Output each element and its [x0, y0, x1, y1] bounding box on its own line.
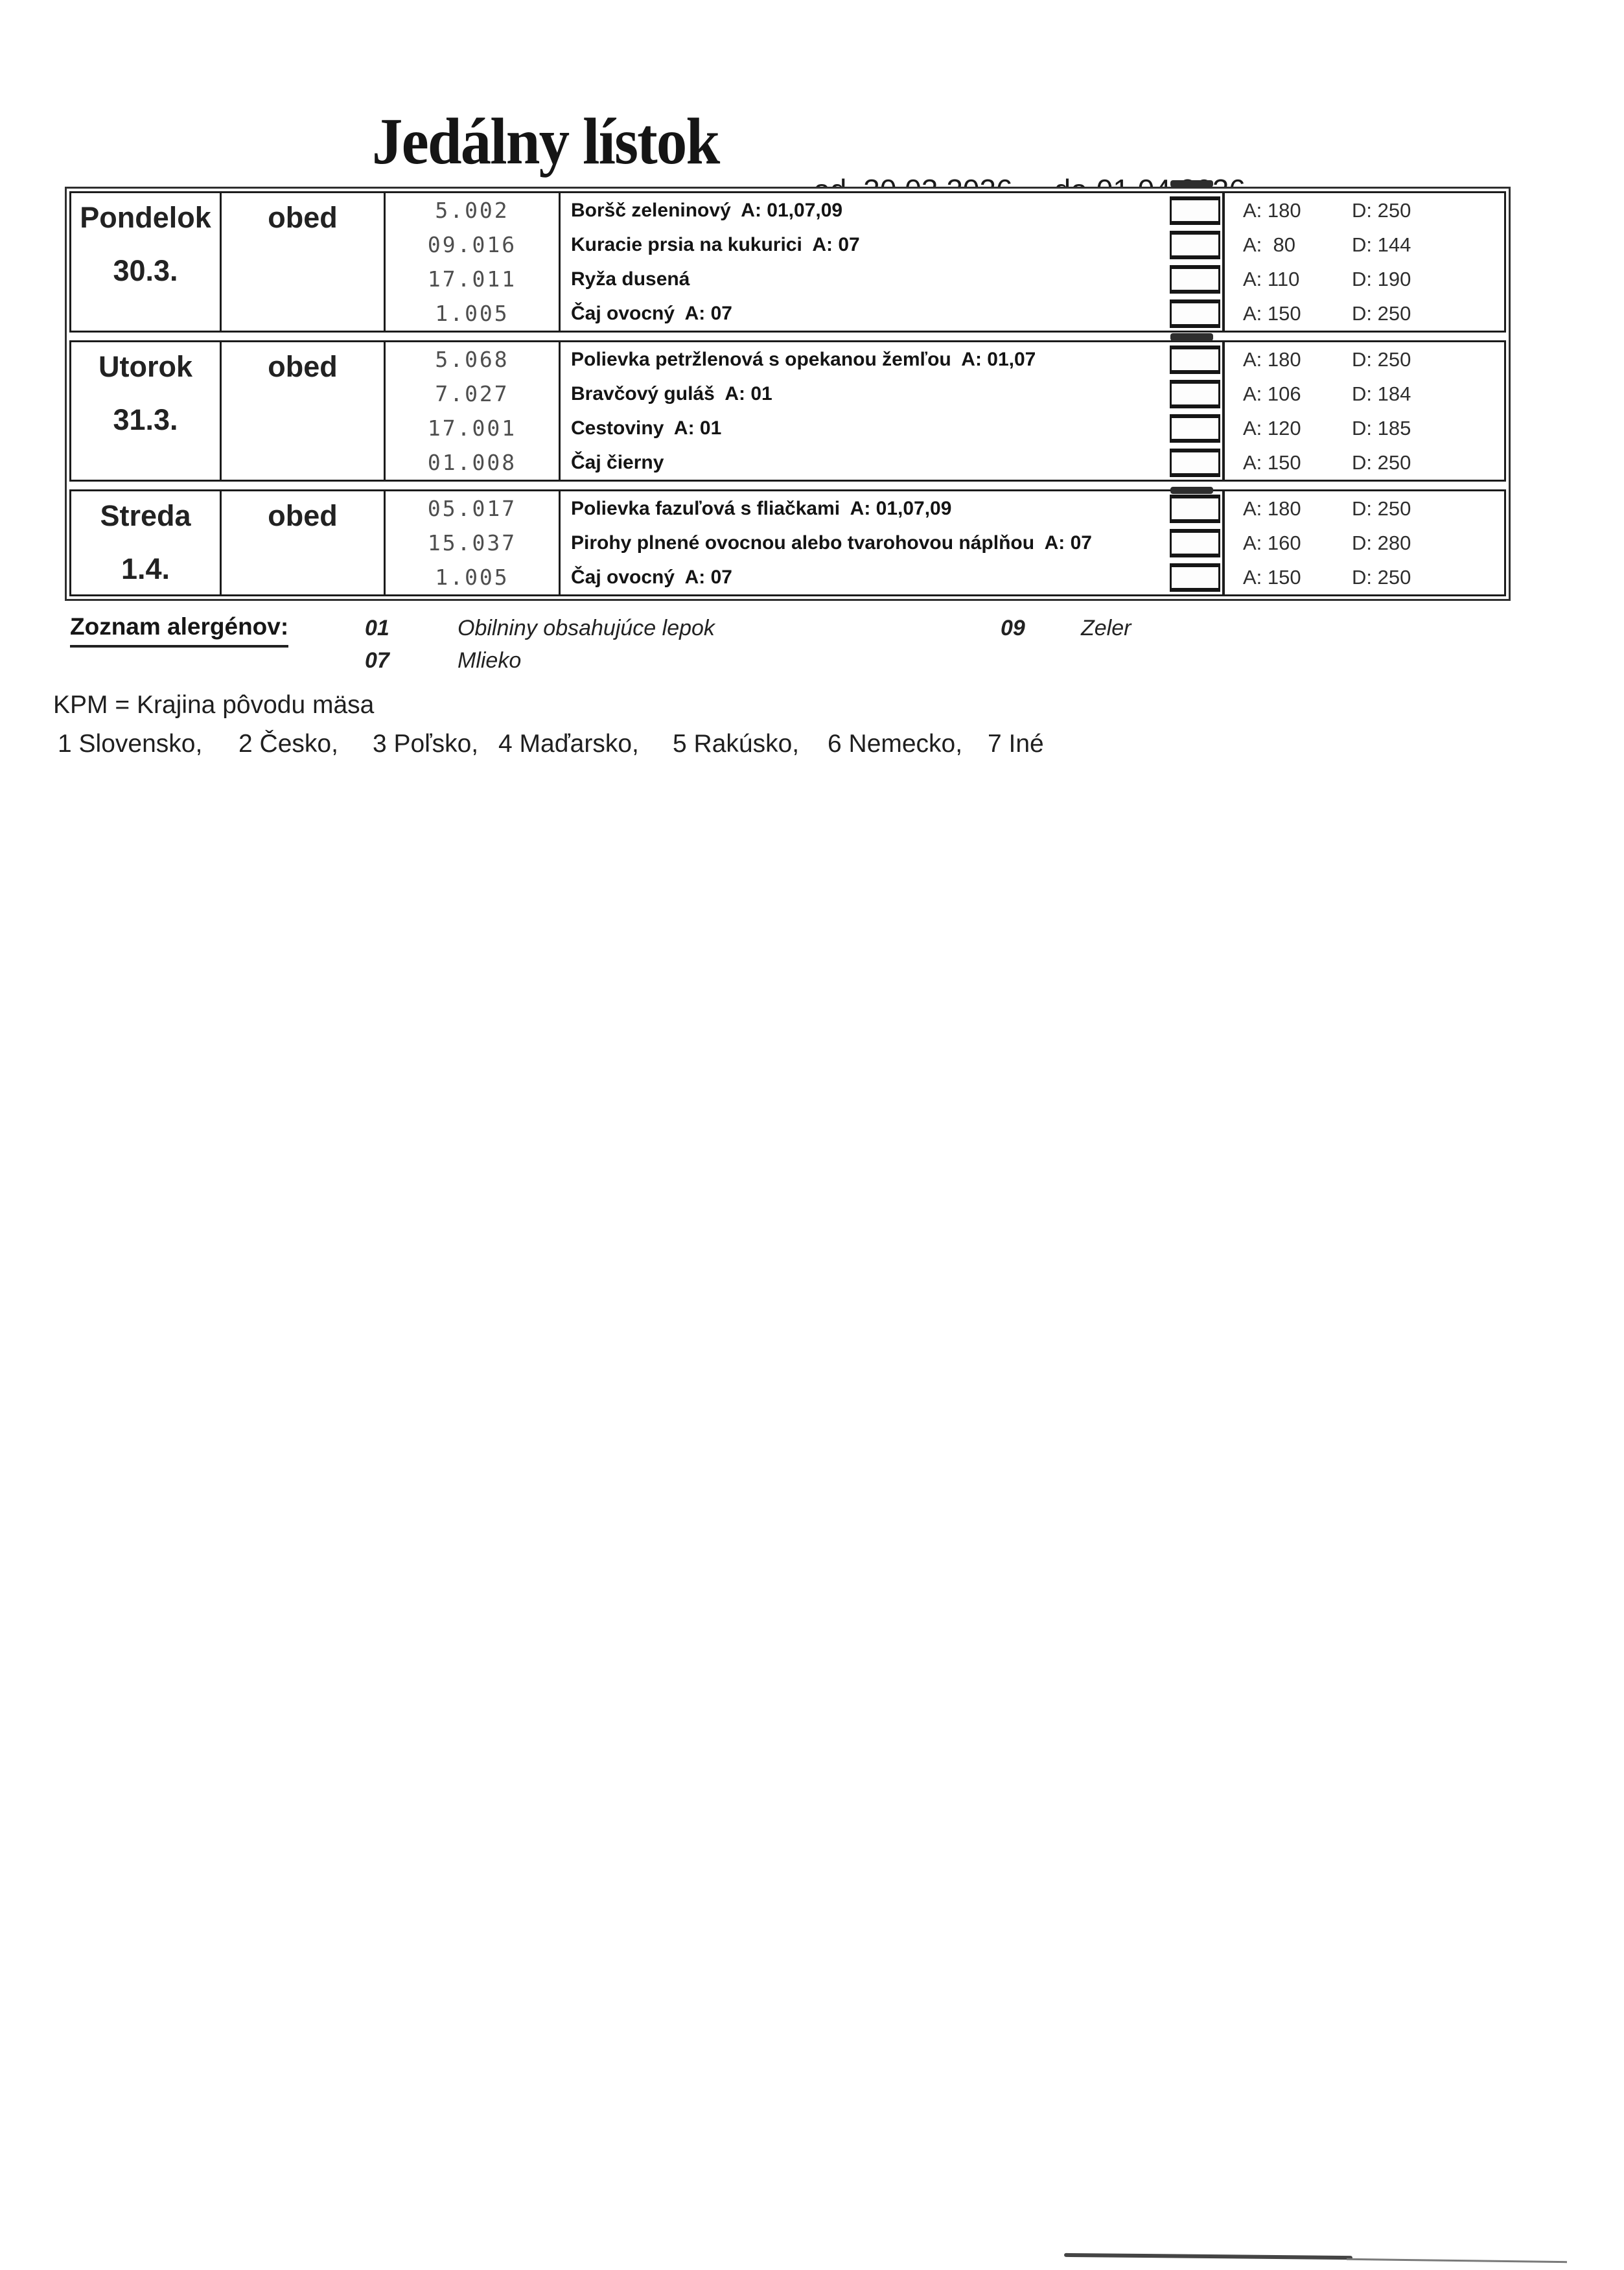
country-item: 7 Iné: [988, 730, 1044, 758]
country-item: 3 Poľsko,: [373, 730, 479, 758]
day-date: 1.4.: [121, 552, 170, 585]
codes-column: [386, 342, 561, 480]
dish-code: 1.005: [435, 565, 509, 590]
dish-code: 1.005: [435, 301, 509, 326]
dishes-column: [561, 342, 1168, 480]
day-name: Pondelok: [80, 201, 211, 234]
country-item: 2 Česko,: [238, 730, 338, 758]
portion-adult: A: 150: [1243, 450, 1301, 474]
scan-smudge: [1170, 487, 1213, 494]
portion-checkbox: [1170, 231, 1220, 259]
dish-name: Bravčový guláš A: 01: [571, 382, 772, 404]
dish-code: 09.016: [427, 232, 517, 257]
portion-checkbox: [1170, 345, 1220, 374]
portion-diet: D: 280: [1352, 531, 1411, 554]
dish-code: 17.001: [427, 415, 517, 441]
scan-artifact-line: [1064, 2253, 1352, 2260]
portion-diet: D: 184: [1352, 382, 1411, 405]
meal-cell: obed: [222, 491, 386, 594]
day-block-pondelok: [69, 191, 1506, 333]
dish-name: Boršč zeleninový A: 01,07,09: [571, 199, 843, 221]
checkbox-column: [1168, 342, 1225, 480]
day-cell: [71, 193, 222, 331]
portion-checkbox: [1170, 380, 1220, 408]
portion-checkbox: [1170, 495, 1220, 523]
day-cell: [71, 491, 222, 594]
dishes-column: [561, 193, 1168, 331]
portion-diet: D: 250: [1352, 565, 1411, 589]
day-name: Utorok: [99, 350, 192, 383]
portion-checkbox: [1170, 265, 1220, 294]
dish-code: 17.011: [427, 266, 517, 292]
page-title: Jedálny lístok: [372, 105, 719, 178]
scan-artifact-line: [1347, 2258, 1567, 2263]
day-cell: [71, 342, 222, 480]
day-name: Streda: [100, 499, 191, 532]
portion-checkbox: [1170, 299, 1220, 328]
dish-code: 01.008: [427, 450, 517, 475]
portion-diet: D: 250: [1352, 450, 1411, 474]
meal-cell: obed: [222, 193, 386, 331]
dish-name: Čaj ovocný A: 07: [571, 566, 732, 588]
country-item: 1 Slovensko,: [58, 730, 203, 758]
portion-adult: A: 150: [1243, 565, 1301, 589]
meal-cell: obed: [222, 342, 386, 480]
day-date: 31.3.: [113, 403, 178, 436]
portion-diet: D: 144: [1352, 233, 1411, 256]
allergen-code: 07: [365, 648, 389, 673]
portion-checkbox: [1170, 196, 1220, 225]
day-block-streda: [69, 489, 1506, 596]
dish-code: 7.027: [435, 381, 509, 406]
portion-adult: A: 80: [1243, 233, 1295, 256]
dish-name: Polievka fazuľová s fliačkami A: 01,07,09: [571, 497, 952, 519]
portion-checkbox: [1170, 449, 1220, 477]
country-item: 5 Rakúsko,: [673, 730, 800, 758]
portion-diet: D: 250: [1352, 497, 1411, 520]
dishes-column: [561, 491, 1168, 594]
dish-name: Polievka petržlenová s opekanou žemľou A: 01,07: [571, 348, 1036, 370]
day-block-utorok: [69, 340, 1506, 482]
portions-column: [1225, 342, 1504, 480]
checkbox-column: [1168, 491, 1225, 594]
portion-diet: D: 250: [1352, 301, 1411, 325]
dish-name: Kuracie prsia na kukurici A: 07: [571, 233, 860, 255]
allergen-name: Obilniny obsahujúce lepok: [458, 616, 715, 640]
allergens-heading: Zoznam alergénov:: [70, 613, 288, 648]
dish-code: 5.068: [435, 347, 509, 372]
dish-code: 05.017: [427, 496, 517, 521]
portion-diet: D: 250: [1352, 198, 1411, 222]
dish-code: 15.037: [427, 530, 517, 556]
dish-name: Cestoviny A: 01: [571, 417, 722, 439]
allergen-code: 09: [1001, 616, 1025, 640]
codes-column: [386, 193, 561, 331]
dish-name: Ryža dusená: [571, 268, 690, 290]
portions-column: [1225, 193, 1504, 331]
portion-diet: D: 190: [1352, 267, 1411, 290]
portion-adult: A: 160: [1243, 531, 1301, 554]
allergen-code: 01: [365, 616, 389, 640]
portion-adult: A: 106: [1243, 382, 1301, 405]
portion-adult: A: 120: [1243, 416, 1301, 439]
portion-diet: D: 250: [1352, 347, 1411, 371]
dish-code: 5.002: [435, 198, 509, 223]
portion-adult: A: 180: [1243, 198, 1301, 222]
meat-origin-countries: [53, 730, 1155, 762]
country-item: 4 Maďarsko,: [498, 730, 639, 758]
portion-checkbox: [1170, 563, 1220, 592]
checkbox-column: [1168, 193, 1225, 331]
scan-smudge: [1170, 180, 1213, 187]
country-item: 6 Nemecko,: [828, 730, 963, 758]
dish-name: Pirohy plnené ovocnou alebo tvarohovou náplňou A: 07: [571, 532, 1092, 554]
portion-adult: A: 110: [1243, 267, 1300, 290]
portion-diet: D: 185: [1352, 416, 1411, 439]
kpm-note: KPM = Krajina pôvodu mäsa: [53, 691, 375, 719]
day-date: 30.3.: [113, 254, 178, 287]
dish-name: Čaj ovocný A: 07: [571, 302, 732, 324]
portion-adult: A: 180: [1243, 347, 1301, 371]
portion-checkbox: [1170, 529, 1220, 557]
dish-name: Čaj čierny: [571, 451, 664, 473]
portion-checkbox: [1170, 414, 1220, 443]
allergen-name: Zeler: [1081, 616, 1131, 640]
portion-adult: A: 150: [1243, 301, 1301, 325]
codes-column: [386, 491, 561, 594]
menu-table: [65, 187, 1511, 601]
portion-adult: A: 180: [1243, 497, 1301, 520]
portions-column: [1225, 491, 1504, 594]
scan-smudge: [1170, 333, 1213, 341]
allergen-name: Mlieko: [458, 648, 522, 673]
